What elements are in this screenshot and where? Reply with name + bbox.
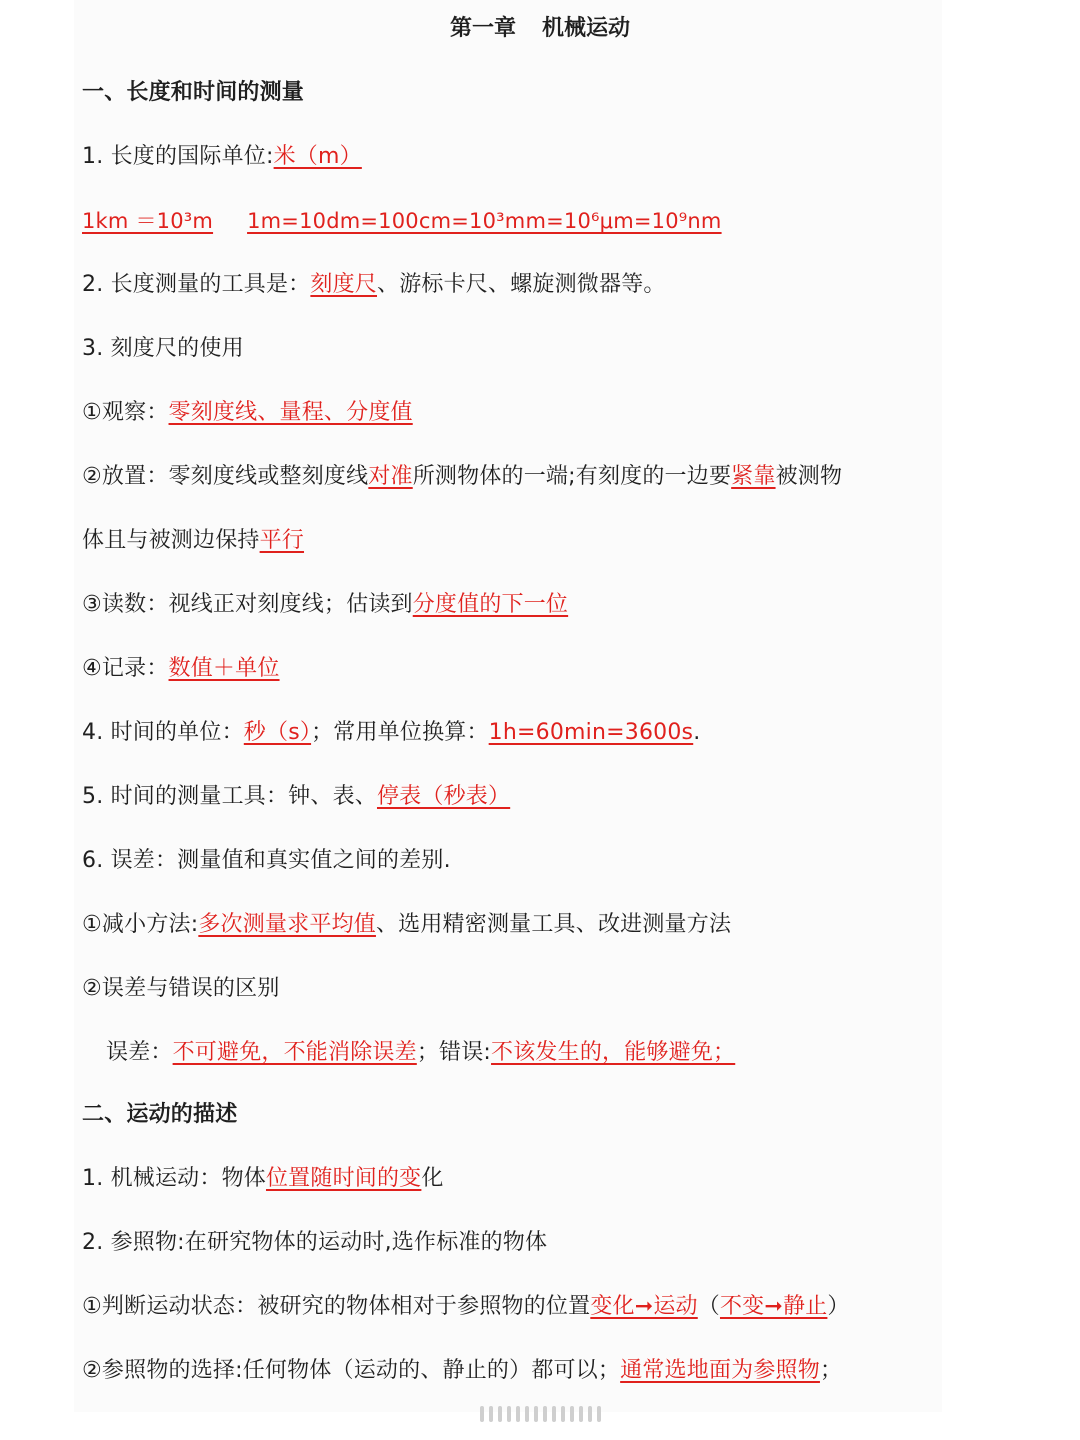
motion-state-line: ①判断运动状态：被研究的物体相对于参照物的位置变化➞运动（不变➞静止） <box>82 1294 850 1319</box>
reference-object-line: 2. 参照物:在研究物体的运动时,选作标准的物体 <box>82 1230 548 1255</box>
answer-moving: 变化➞运动 <box>590 1294 698 1319</box>
observe-line: ①观察：零刻度线、量程、分度值 <box>82 400 413 425</box>
km-conversion: 1km ＝10³m <box>82 209 214 233</box>
answer-error: 不可避免，不能消除误差 <box>172 1040 417 1065</box>
m-conversion-chain: 1m=10dm=100cm=10³mm=10⁶μm=10⁹nm <box>247 209 722 233</box>
length-tools-line: 2. 长度测量的工具是：刻度尺、游标卡尺、螺旋测微器等。 <box>82 272 666 297</box>
time-unit-line: 4. 时间的单位：秒（s）；常用单位换算：1h=60min=3600s. <box>82 720 701 745</box>
answer-stopwatch: 停表（秒表） <box>376 784 511 809</box>
answer-mistake: 不该发生的，能够避免； <box>491 1040 736 1065</box>
chapter-number: 第一章 <box>449 16 516 41</box>
answer-estimate: 分度值的下一位 <box>412 592 569 617</box>
page-indicator <box>470 1404 610 1424</box>
chapter-name: 机械运动 <box>542 16 631 41</box>
reading-line: ③读数：视线正对刻度线；估读到分度值的下一位 <box>82 592 569 617</box>
placement-line: ②放置：零刻度线或整刻度线对准所测物体的一端;有刻度的一边要紧靠被测物 <box>82 464 843 489</box>
section-1-heading: 一、长度和时间的测量 <box>82 80 305 105</box>
answer-time-conversion: 1h=60min=3600s <box>488 720 694 745</box>
answer-average: 多次测量求平均值 <box>198 912 376 937</box>
mechanical-motion-line: 1. 机械运动：物体位置随时间的变化 <box>82 1166 444 1191</box>
reduce-error-line: ①减小方法:多次测量求平均值、选用精密测量工具、改进测量方法 <box>82 912 732 937</box>
answer-align: 对准 <box>368 464 413 489</box>
answer-ruler: 刻度尺 <box>310 272 377 297</box>
chapter-title <box>0 14 1080 44</box>
time-tools-line: 5. 时间的测量工具：钟、表、停表（秒表） <box>82 784 511 809</box>
answer-close: 紧靠 <box>731 464 776 489</box>
unit-conversion-line <box>82 206 722 236</box>
answer-parallel: 平行 <box>259 528 305 553</box>
length-si-unit-line: 1. 长度的国际单位:米（m） <box>82 144 362 169</box>
answer-second: 秒（s） <box>243 720 312 745</box>
placement-line-cont: 体且与被测边保持平行 <box>82 528 305 553</box>
error-definition-line: 6. 误差：测量值和真实值之间的差别. <box>82 848 451 873</box>
section-2-heading: 二、运动的描述 <box>82 1102 238 1127</box>
answer-position-change: 位置随时间的变 <box>265 1166 422 1191</box>
answer-record: 数值＋单位 <box>168 656 280 681</box>
error-vs-mistake-detail: 误差：不可避免，不能消除误差；错误:不该发生的，能够避免； <box>106 1040 736 1065</box>
ruler-usage-line: 3. 刻度尺的使用 <box>82 336 244 361</box>
reference-choice-line: ②参照物的选择:任何物体（运动的、静止的）都可以；通常选地面为参照物； <box>82 1358 843 1383</box>
record-line: ④记录：数值＋单位 <box>82 656 280 681</box>
answer-ground: 通常选地面为参照物 <box>620 1358 820 1383</box>
error-vs-mistake-line: ②误差与错误的区别 <box>82 976 280 1001</box>
answer-observe: 零刻度线、量程、分度值 <box>168 400 413 425</box>
answer-meter: 米（m） <box>273 144 362 169</box>
answer-static: 不变➞静止 <box>719 1294 828 1319</box>
